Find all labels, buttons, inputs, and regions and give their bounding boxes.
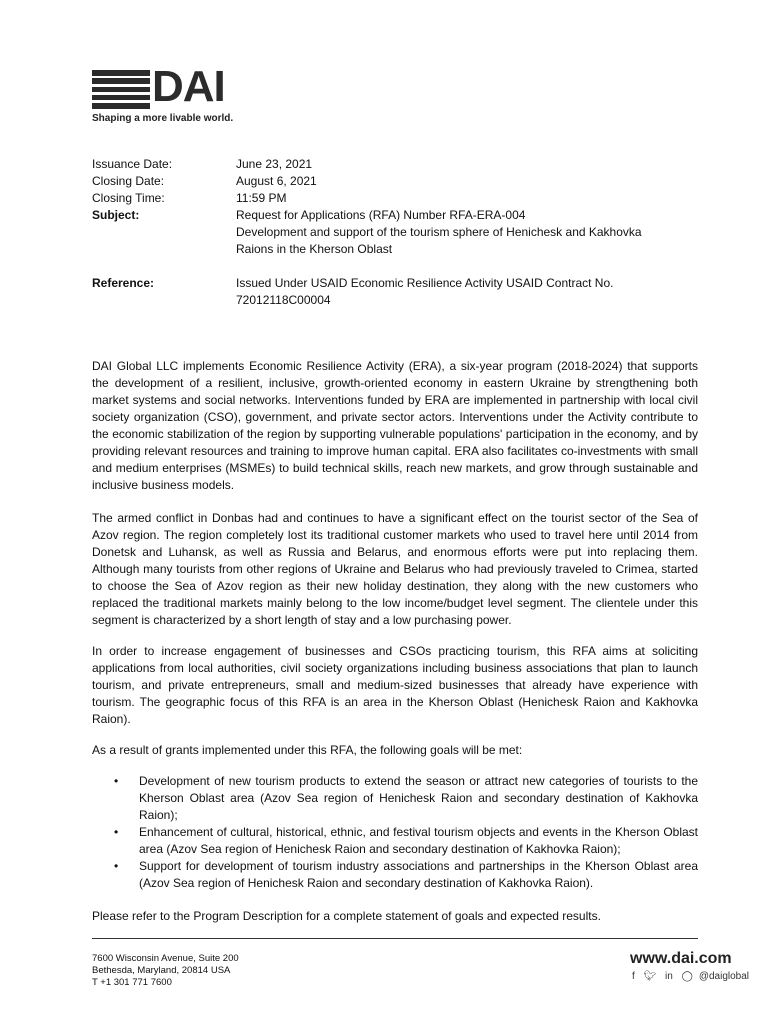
reference-label: Reference:: [92, 276, 155, 290]
paragraph-text: Please refer to the Program Description for a complete statement of goals and expected results.: [92, 909, 601, 923]
reference-line-1: Issued Under USAID Economic Resilience Activity USAID Contract No.: [236, 276, 614, 290]
paragraph-closing: [92, 908, 698, 925]
goals-list: [92, 773, 698, 892]
closing-time-label: Closing Time:: [92, 191, 165, 205]
paragraph-era-intro: [92, 358, 698, 494]
closing-time-value: 11:59 PM: [236, 191, 287, 205]
phone-number: T +1 301 771 7600: [92, 977, 172, 988]
social-links: [632, 971, 755, 982]
dai-logo: [92, 62, 262, 126]
reference-line-2: 72012118C00004: [236, 293, 331, 307]
instagram-icon[interactable]: ◯: [681, 971, 693, 982]
logo-tagline: Shaping a more livable world.: [92, 113, 234, 124]
paragraph-goals-intro: [92, 742, 698, 759]
facebook-icon[interactable]: f: [632, 971, 635, 982]
subject-line-1: Request for Applications (RFA) Number RFA-ERA-004: [236, 208, 526, 222]
closing-date-label: Closing Date:: [92, 174, 165, 188]
paragraph-armed-conflict: [92, 510, 698, 629]
bullet-icon: •: [114, 774, 119, 788]
issuance-date-value: June 23, 2021: [236, 157, 313, 171]
bullet-icon: •: [114, 859, 119, 873]
list-item: [92, 858, 698, 892]
footer-address: [92, 953, 239, 989]
twitter-icon[interactable]: 🐦︎: [643, 971, 657, 982]
logo-wordmark: DAI: [152, 62, 225, 111]
paragraph-text: DAI Global LLC implements Economic Resilience Activity (ERA), a six-year program (2018-2024) that supports the development of a resilient, inclusive, growth-oriented economy in eastern Ukraine by strengthening both market systems and social networks. Interventions funded by ERA are implemented in partnership with local civil society organization (CSO), government, and private sector actors. Interventions under the Activity contribute to the economic stabilization of the region by supporting vulnerable populations' participation in the economy, and by providing relevant resources and training to improve human capital. ERA also facilitates co-investments with small and medium enterprises (MSMEs) to build technical skills, reach new markets, and grow through sustainable and inclusive business models.: [92, 359, 698, 492]
closing-date-value: August 6, 2021: [236, 174, 317, 188]
linkedin-icon[interactable]: in: [665, 971, 673, 982]
social-handle: @daiglobal: [698, 971, 750, 982]
subject-label: Subject:: [92, 208, 140, 222]
website-link[interactable]: www.dai.com: [630, 950, 732, 967]
logo-stripes-icon: [92, 70, 150, 108]
list-item: [92, 773, 698, 824]
paragraph-text: As a result of grants implemented under this RFA, the following goals will be met:: [92, 743, 523, 757]
address-line-1: 7600 Wisconsin Avenue, Suite 200: [92, 953, 239, 964]
issuance-date-label: Issuance Date:: [92, 157, 173, 171]
goal-text: Enhancement of cultural, historical, ethnic, and festival tourism objects and events in the Kherson Oblast area (Azov Sea region of Henichesk Raion and secondary destination of Kakhovka Raion);: [139, 825, 698, 856]
bullet-icon: •: [114, 825, 119, 839]
goal-text: Development of new tourism products to extend the season or attract new categories of tourists to the Kherson Oblast area (Azov Sea region of Henichesk Raion and secondary destination of Kakhovka Raion);: [139, 774, 698, 822]
paragraph-text: In order to increase engagement of businesses and CSOs practicing tourism, this RFA aims at soliciting applications from local authorities, civil society organizations including business associations that plan to launch tourism, and private entrepreneurs, small and medium-sized businesses that already have experience with tourism. The geographic focus of this RFA is an area in the Kherson Oblast (Henichesk Raion and Kakhovka Raion).: [92, 644, 698, 726]
paragraph-rfa-aims: [92, 643, 698, 728]
list-item: [92, 824, 698, 858]
subject-line-3: Raions in the Kherson Oblast: [236, 242, 393, 256]
subject-line-2: Development and support of the tourism sphere of Henichesk and Kakhovka: [236, 225, 642, 239]
paragraph-text: The armed conflict in Donbas had and continues to have a significant effect on the tourist sector of the Sea of Azov region. The region completely lost its traditional customer markets who used to travel here until 2014 from Donetsk and Luhansk, as well as Russia and Belarus, and enormous efforts were put into replacing them. Although many tourists from other regions of Ukraine and Belarus who had previously traveled to Crimea, started to choose the Sea of Azov region as their new holiday destination, they along with the new customers who replaced the traditional markets mainly belong to the low income/budget level segment. The clientele under this segment is characterized by a short length of stay and a low purchasing power.: [92, 511, 698, 627]
address-line-2: Bethesda, Maryland, 20814 USA: [92, 965, 231, 976]
goal-text: Support for development of tourism industry associations and partnerships in the Kherson Oblast area (Azov Sea region of Henichesk Raion and secondary destination of Kakhovka Raion).: [139, 859, 698, 890]
footer-divider: [92, 938, 698, 939]
